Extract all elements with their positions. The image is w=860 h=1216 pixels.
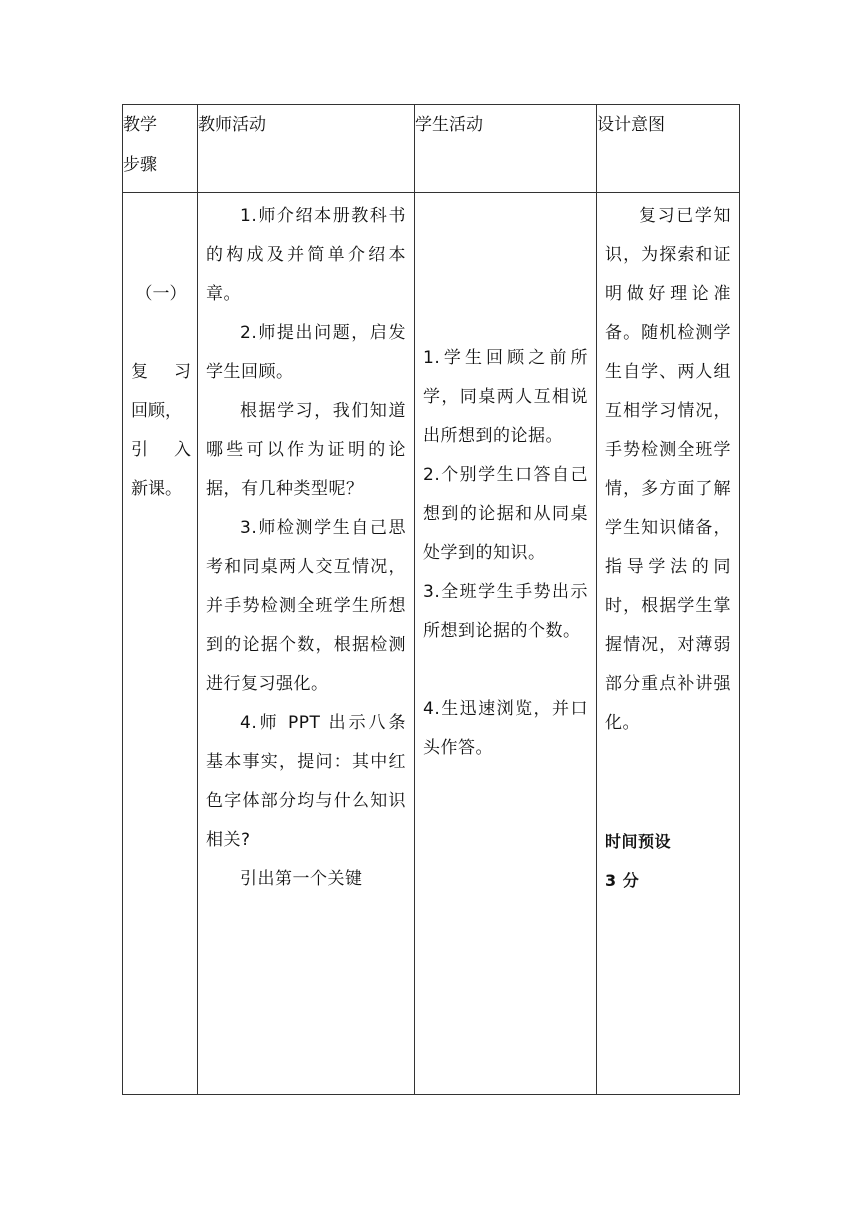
teacher-paragraph-4: 3.师检测学生自己思考和同桌两人交互情况，并手势检测全班学生所想到的论据个数，根据检测进行复习强化。 — [206, 518, 406, 694]
header-step-line-2: 步骤 — [123, 155, 157, 175]
time-value: 3 分 — [605, 871, 640, 890]
step-cell — [123, 193, 198, 1095]
teacher-cell — [198, 193, 415, 1095]
intent-text: 复习已学知识，为探索和证明做好理论准备。随机检测学生自学、两人组互相学习情况，手势检测全班学情，多方面了解学生知识储备，指导学法的同时，根据学生掌握情况，对薄弱部分重点补讲强化。 — [605, 206, 731, 733]
teacher-paragraph-6: 引出第一个关键 — [240, 869, 363, 889]
lesson-plan-table — [122, 104, 740, 1095]
header-intent: 设计意图 — [597, 105, 740, 193]
intent-cell — [597, 193, 740, 1095]
teacher-paragraph-5: 4.师 PPT 出示八条基本事实，提问：其中红色字体部分均与什么知识相关? — [206, 713, 406, 850]
step-line-1: 复 习 — [131, 362, 191, 382]
time-label: 时间预设 — [605, 832, 672, 851]
step-number: （一） — [135, 284, 187, 304]
table-header-row — [123, 105, 740, 193]
step-line-2: 回顾， — [131, 401, 182, 421]
table-body-row — [123, 193, 740, 1095]
header-step-line-1: 教学 — [123, 115, 157, 135]
student-paragraph-4: 4.生迅速浏览，并口头作答。 — [423, 699, 588, 758]
student-cell — [415, 193, 597, 1095]
header-step — [123, 105, 198, 193]
header-student: 学生活动 — [415, 105, 597, 193]
step-line-3: 引 入 — [131, 440, 191, 460]
teacher-paragraph-1: 1.师介绍本册教科书的构成及并简单介绍本章。 — [206, 206, 406, 304]
student-paragraph-3: 3.全班学生手势出示所想到论据的个数。 — [423, 582, 588, 641]
step-line-4: 新课。 — [131, 479, 182, 499]
teacher-paragraph-2: 2.师提出问题，启发学生回顾。 — [206, 323, 406, 382]
student-paragraph-1: 1.学生回顾之前所学，同桌两人互相说出所想到的论据。 — [423, 348, 588, 446]
teacher-paragraph-3: 根据学习，我们知道哪些可以作为证明的论据，有几种类型呢？ — [206, 401, 406, 499]
header-teacher: 教师活动 — [198, 105, 415, 193]
student-paragraph-2: 2.个别学生口答自己想到的论据和从同桌处学到的知识。 — [423, 465, 588, 563]
